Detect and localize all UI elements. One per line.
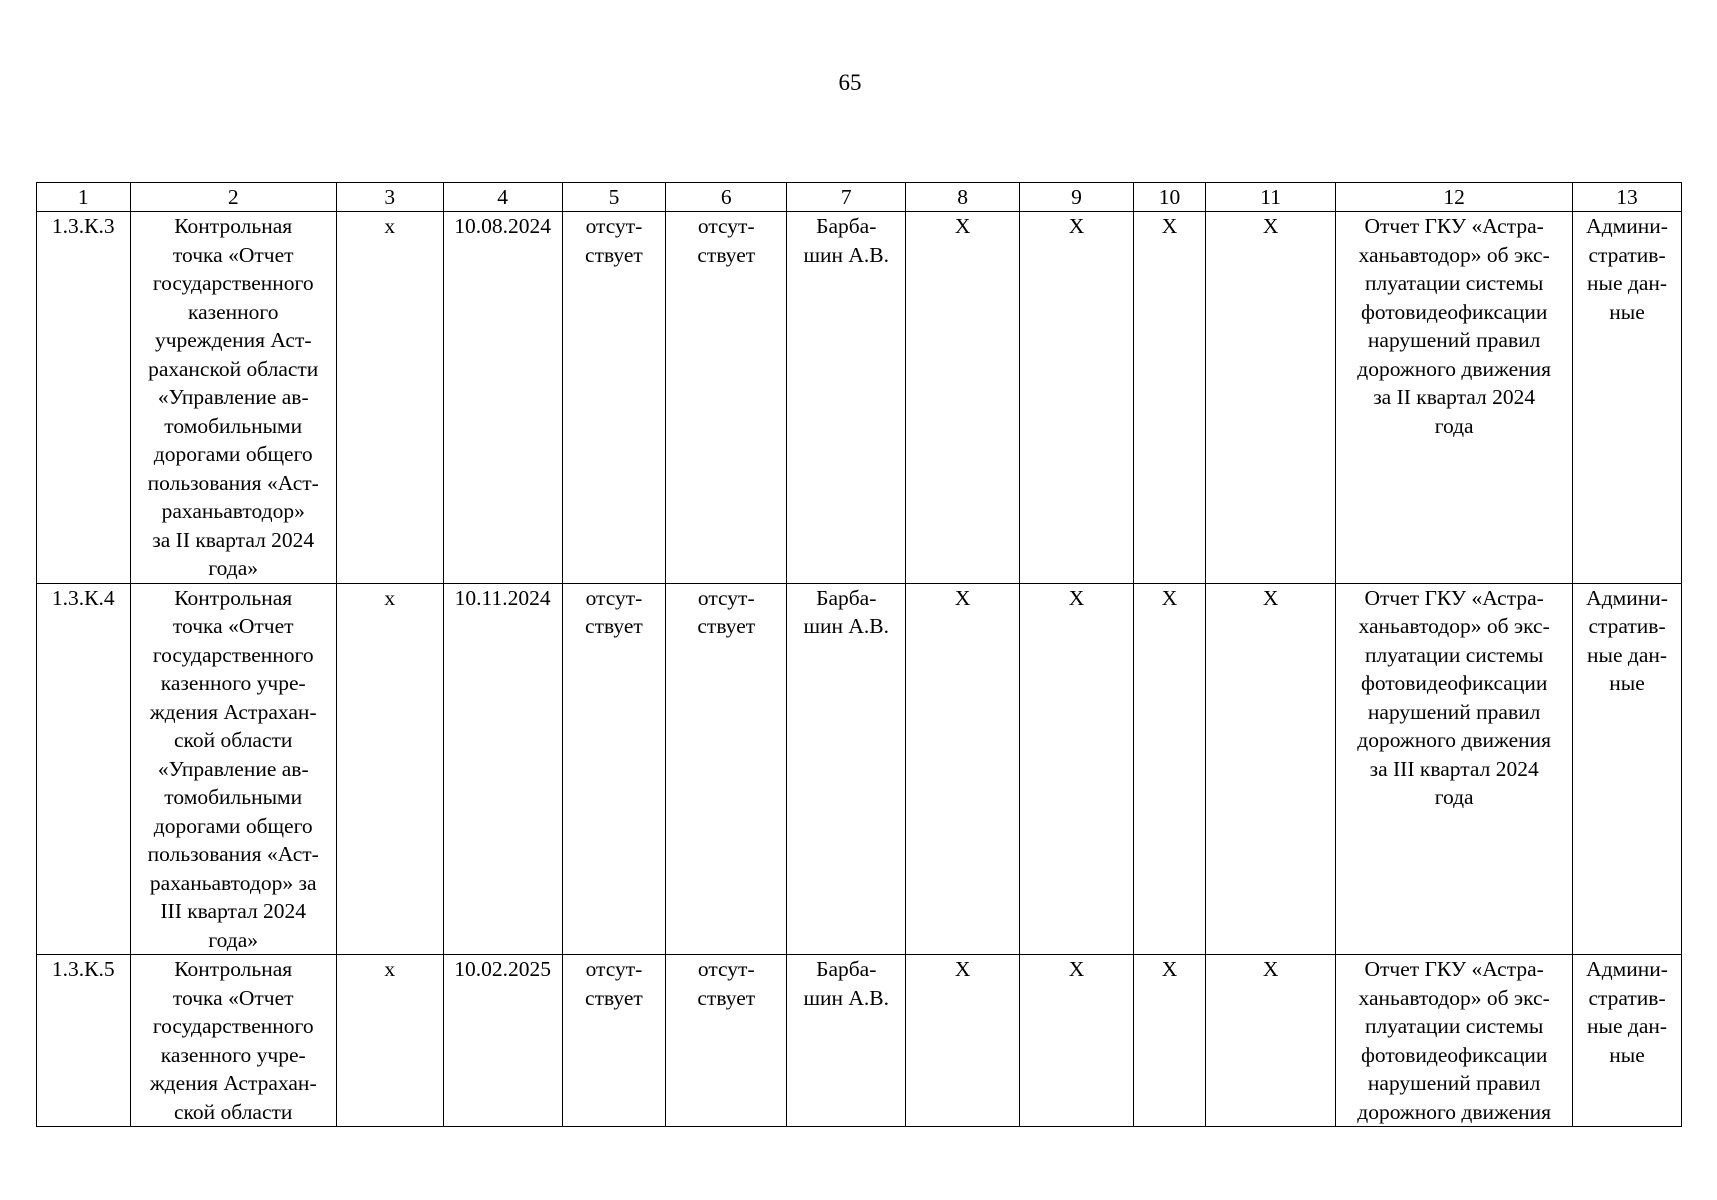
responsible-person: Барба- шин А.В. [787, 212, 906, 584]
cell-col5: отсут- ствует [562, 583, 666, 955]
row-code: 1.3.К.5 [37, 955, 131, 1127]
control-point-name: Контрольная точка «Отчет государственного казенного учре- ждения Астрахан- ской области «Управление ав- томобильными дорогами общего пользования «Аст- раханьавтодор» за III квартал 2024 года» [130, 583, 336, 955]
column-header: 1 [37, 183, 131, 212]
cell-col6: отсут- ствует [666, 955, 787, 1127]
cell-col3: х [336, 212, 443, 584]
control-point-name: Контрольная точка «Отчет государственного казенного учреждения Аст- раханской области «Управление ав- томобильными дорогами общего пользования «Аст- раханьавтодор» за II квартал 2024 года» [130, 212, 336, 584]
cell-col10: Х [1133, 212, 1205, 584]
page-number: 65 [838, 70, 862, 95]
confirming-document: Отчет ГКУ «Астра- ханьавтодор» об экс- плуатации системы фотовидеофиксации нарушений правил дорожного движения за II квартал 2024 года [1336, 212, 1573, 584]
column-header: 4 [443, 183, 562, 212]
data-source: Админи- стратив- ные дан- ные [1573, 212, 1682, 584]
control-point-name: Контрольная точка «Отчет государственного казенного учре- ждения Астрахан- ской области [130, 955, 336, 1127]
column-header: 2 [130, 183, 336, 212]
column-header: 13 [1573, 183, 1682, 212]
row-code: 1.3.К.4 [37, 583, 131, 955]
cell-col10: Х [1133, 583, 1205, 955]
table-row [37, 955, 1682, 1127]
table-row [37, 583, 1682, 955]
column-header: 11 [1206, 183, 1336, 212]
deadline-date: 10.02.2025 [443, 955, 562, 1127]
cell-col8: Х [906, 212, 1020, 584]
deadline-date: 10.11.2024 [443, 583, 562, 955]
control-points-table [36, 182, 1682, 1127]
cell-col10: Х [1133, 955, 1205, 1127]
cell-col8: Х [906, 955, 1020, 1127]
row-code: 1.3.К.3 [37, 212, 131, 584]
column-header: 5 [562, 183, 666, 212]
table-header-row [37, 183, 1682, 212]
cell-col9: Х [1020, 212, 1134, 584]
cell-col6: отсут- ствует [666, 212, 787, 584]
cell-col5: отсут- ствует [562, 955, 666, 1127]
column-header: 9 [1020, 183, 1134, 212]
column-header: 10 [1133, 183, 1205, 212]
deadline-date: 10.08.2024 [443, 212, 562, 584]
responsible-person: Барба- шин А.В. [787, 955, 906, 1127]
responsible-person: Барба- шин А.В. [787, 583, 906, 955]
cell-col6: отсут- ствует [666, 583, 787, 955]
cell-col11: Х [1206, 583, 1336, 955]
column-header: 7 [787, 183, 906, 212]
column-header: 3 [336, 183, 443, 212]
cell-col9: Х [1020, 955, 1134, 1127]
data-source: Админи- стратив- ные дан- ные [1573, 583, 1682, 955]
column-header: 8 [906, 183, 1020, 212]
table-row [37, 212, 1682, 584]
column-header: 12 [1336, 183, 1573, 212]
cell-col8: Х [906, 583, 1020, 955]
cell-col9: Х [1020, 583, 1134, 955]
confirming-document: Отчет ГКУ «Астра- ханьавтодор» об экс- плуатации системы фотовидеофиксации нарушений правил дорожного движения [1336, 955, 1573, 1127]
cell-col3: х [336, 955, 443, 1127]
cell-col5: отсут- ствует [562, 212, 666, 584]
column-header: 6 [666, 183, 787, 212]
confirming-document: Отчет ГКУ «Астра- ханьавтодор» об экс- плуатации системы фотовидеофиксации нарушений правил дорожного движения за III квартал 2024 года [1336, 583, 1573, 955]
cell-col11: Х [1206, 212, 1336, 584]
cell-col11: Х [1206, 955, 1336, 1127]
data-source: Админи- стратив- ные дан- ные [1573, 955, 1682, 1127]
cell-col3: х [336, 583, 443, 955]
